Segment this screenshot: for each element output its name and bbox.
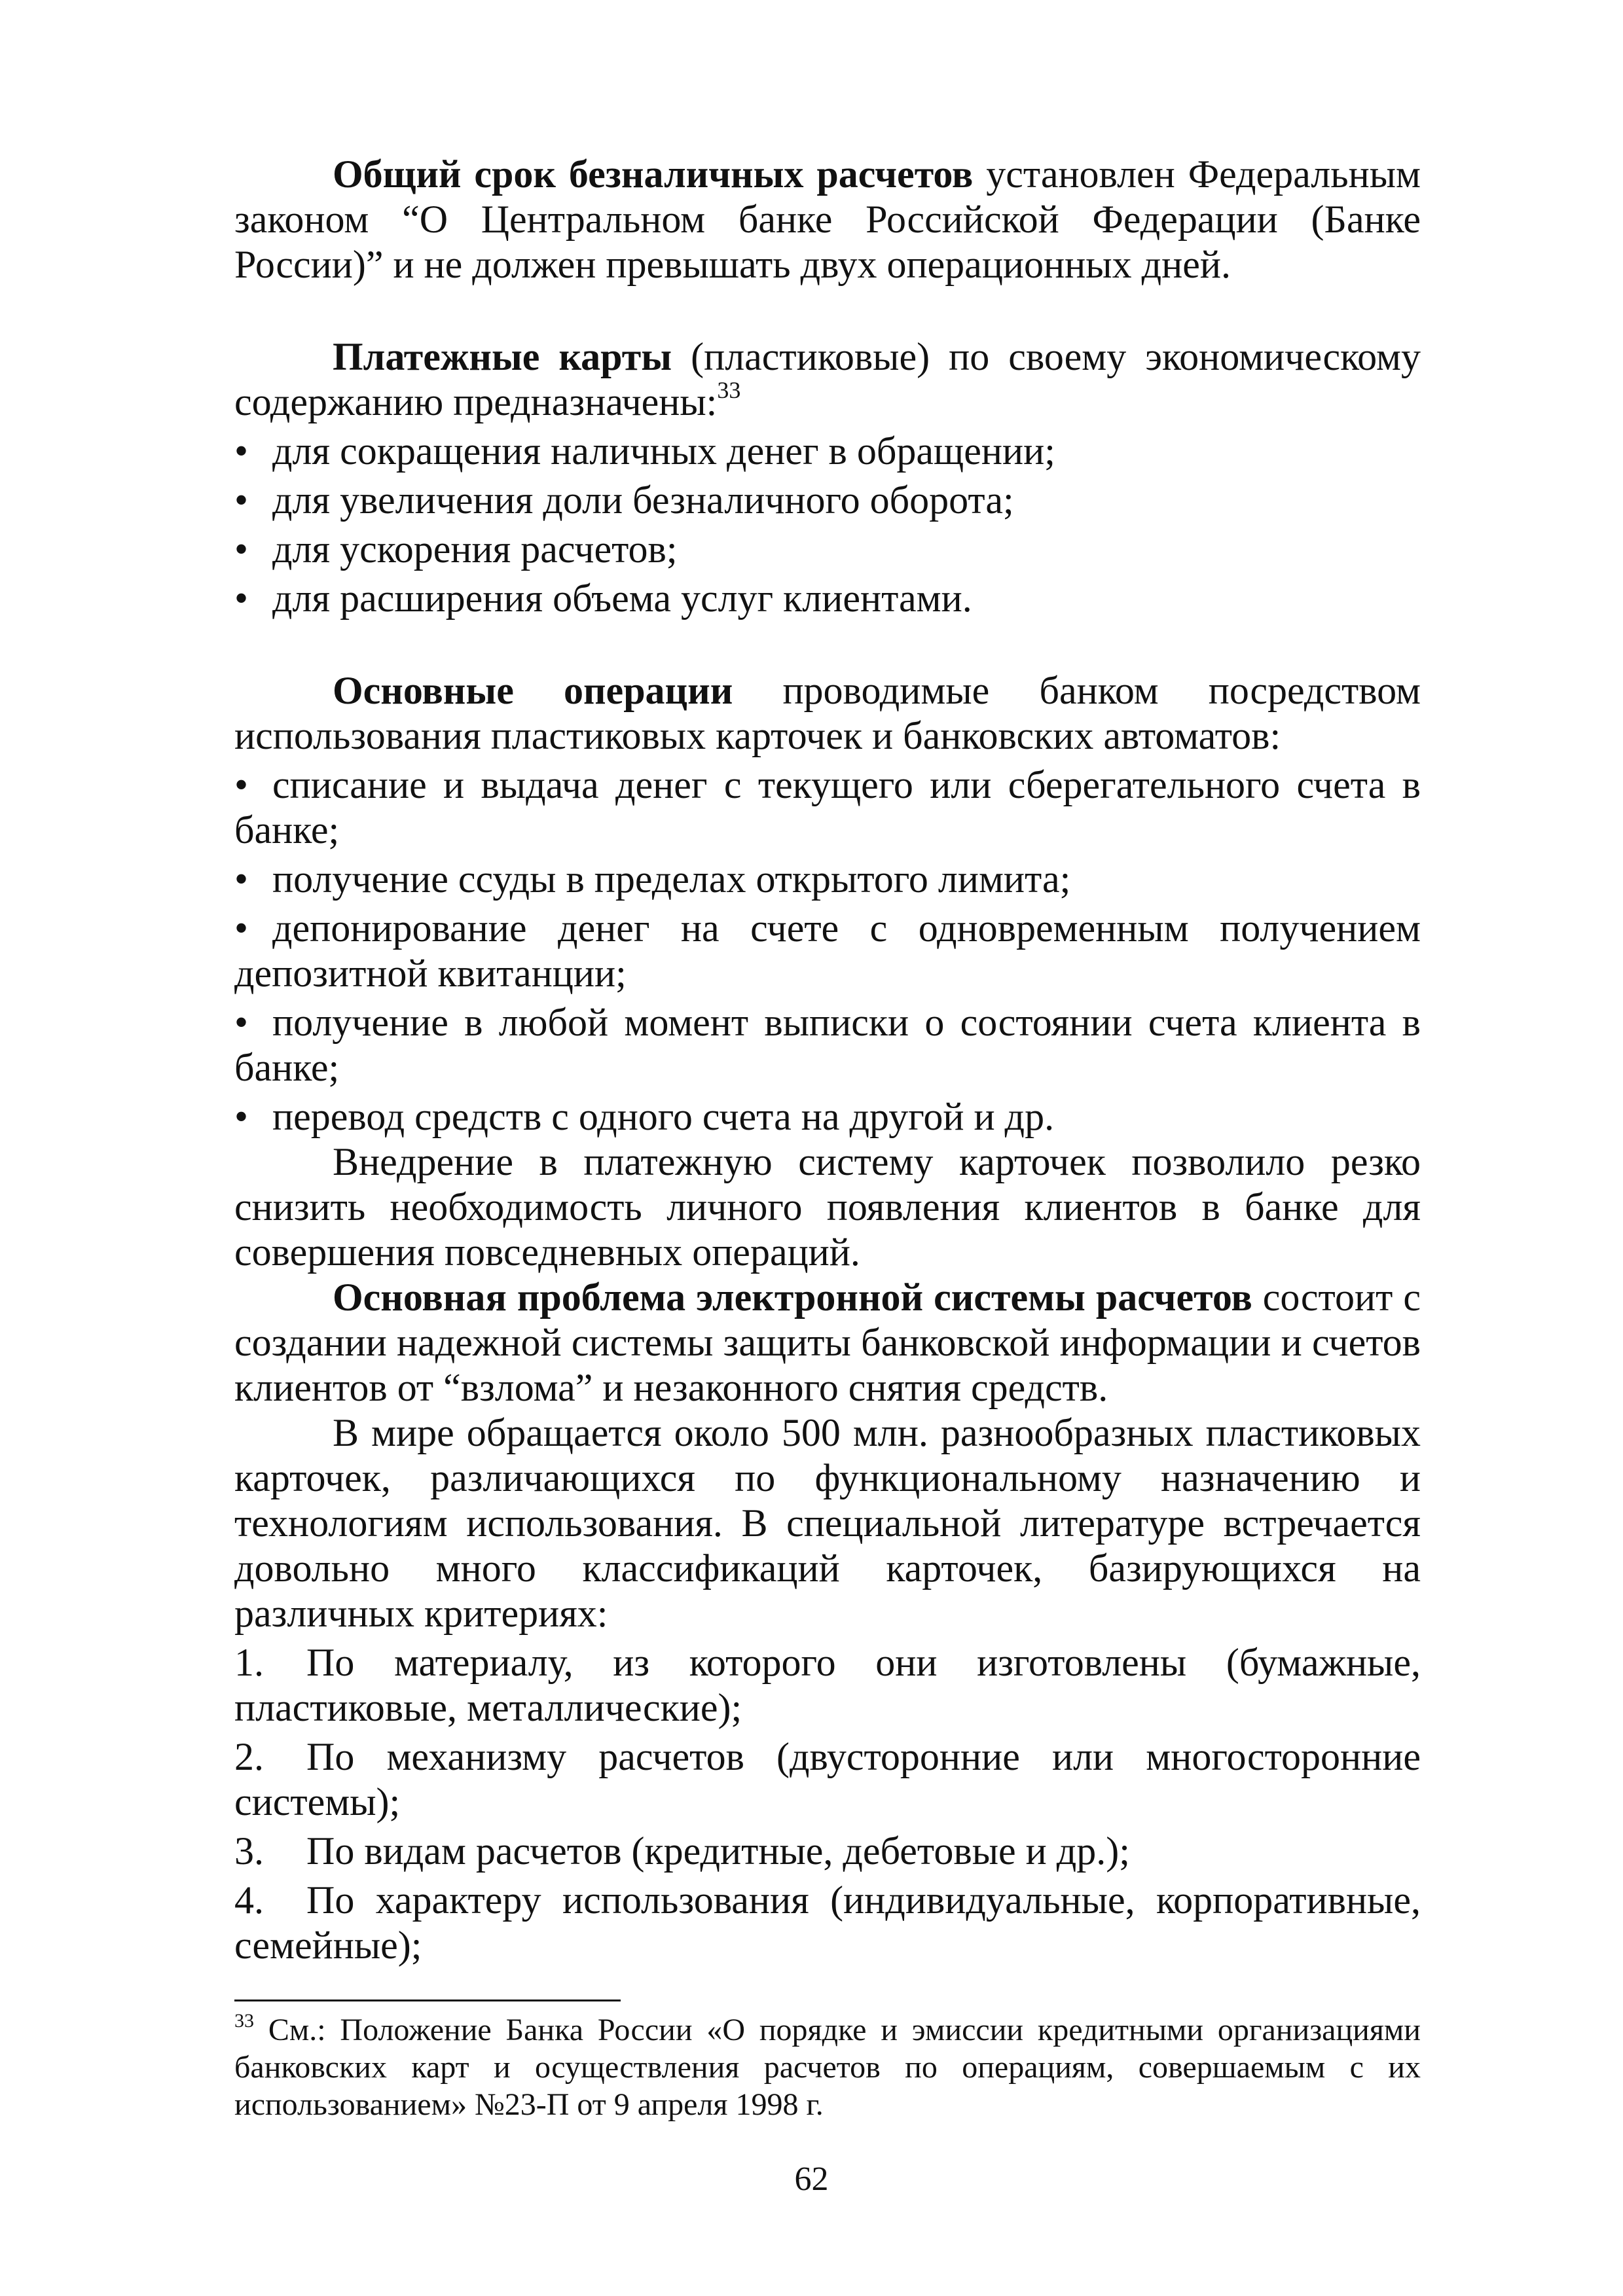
footnote-divider — [234, 2000, 621, 2001]
list-item: • депонирование денег на счете с одновременным получением депозитной квитанции; — [234, 906, 1421, 995]
list-item: • для сокращения наличных денег в обращении; — [234, 429, 1055, 473]
item-number: 2. — [234, 1735, 264, 1778]
term-main-operations: Основные операции — [333, 669, 733, 712]
list-item: • для увеличения доли безналичного оборота; — [234, 478, 1014, 522]
term-payment-cards: Платежные карты — [333, 335, 672, 378]
paragraph-text: состоит с создании надежной системы защиты банковской информации и счетов клиентов от “взлома” и незаконного снятия средств. — [234, 1276, 1421, 1409]
list-item: • перевод средств с одного счета на другой и др. — [234, 1095, 1055, 1138]
criteria-list — [234, 1640, 1421, 1968]
paragraph-text: установлен Федеральным законом “О Центральном банке Российской Федерации (Банке России)” и не должен превышать двух операционных дней. — [234, 152, 1421, 286]
list-item: 1. По материалу, из которого они изготовлены (бумажные, пластиковые, металлические); — [234, 1641, 1421, 1729]
list-item: • получение в любой момент выписки о состоянии счета клиента в банке; — [234, 1001, 1421, 1089]
list-item: • получение ссуды в пределах открытого лимита; — [234, 857, 1071, 901]
bullet-icon: • — [234, 528, 249, 571]
list-item: • для расширения объема услуг клиентами. — [234, 577, 972, 620]
item-number: 3. — [234, 1829, 264, 1873]
page-number: 62 — [794, 2161, 829, 2198]
term-settlement: Общий срок безналичных расчетов — [333, 152, 974, 196]
main-text — [234, 152, 1421, 1968]
bullet-icon: • — [234, 763, 249, 806]
list-item: 3. По видам расчетов (кредитные, дебетовые и др.); — [234, 1829, 1130, 1873]
paragraph-main-operations — [234, 668, 1421, 759]
operations-list — [234, 762, 1421, 1139]
paragraph-classifications: В мире обращается около 500 млн. разнообразных пластиковых карточек, различающихся по функциональному назначению и технологиям использования. В специальной литературе встречается довольно много классификаций карточек, базирующихся на различных критериях: — [234, 1411, 1421, 1635]
bullet-icon: • — [234, 577, 249, 620]
footnote-text: См.: Положение Банка России «О порядке и эмиссии кредитными организациями банковских карт и осуществления расчетов по операциям, совершаемым с их использованием» №23-П от 9 апреля 1998 г. — [234, 2013, 1421, 2122]
bullet-icon: • — [234, 906, 249, 950]
bullet-icon: • — [234, 429, 249, 473]
footnote-reference: 33 — [717, 377, 741, 403]
term-main-problem: Основная проблема электронной системы расчетов — [333, 1276, 1252, 1319]
paragraph-payment-cards — [234, 334, 1421, 425]
list-item: • для ускорения расчетов; — [234, 528, 678, 571]
item-number: 4. — [234, 1878, 264, 1922]
list-item: 2. По механизму расчетов (двусторонние или многосторонние системы); — [234, 1735, 1421, 1823]
list-item: • списание и выдача денег с текущего или сберегательного счета в банке; — [234, 763, 1421, 852]
bullet-icon: • — [234, 1001, 249, 1044]
footnote-number: 33 — [234, 2010, 254, 2032]
paragraph-text: (пластиковые) по своему экономическому содержанию предназначены: — [234, 335, 1421, 423]
paragraph-main-problem — [234, 1275, 1421, 1410]
bullet-icon: • — [234, 478, 249, 522]
bullet-icon: • — [234, 857, 249, 901]
item-number: 1. — [234, 1641, 264, 1684]
footnote — [234, 2011, 1421, 2123]
list-item: 4. По характеру использования (индивидуальные, корпоративные, семейные); — [234, 1878, 1421, 1967]
paragraph-settlement-term — [234, 152, 1421, 287]
paragraph-implementation: Внедрение в платежную систему карточек позволило резко снизить необходимость личного появления клиентов в банке для совершения повседневных операций. — [234, 1140, 1421, 1274]
paragraph-text: проводимые банком посредством использования пластиковых карточек и банковских автоматов: — [234, 669, 1421, 757]
bullet-icon: • — [234, 1095, 249, 1138]
purpose-list — [234, 429, 1421, 621]
